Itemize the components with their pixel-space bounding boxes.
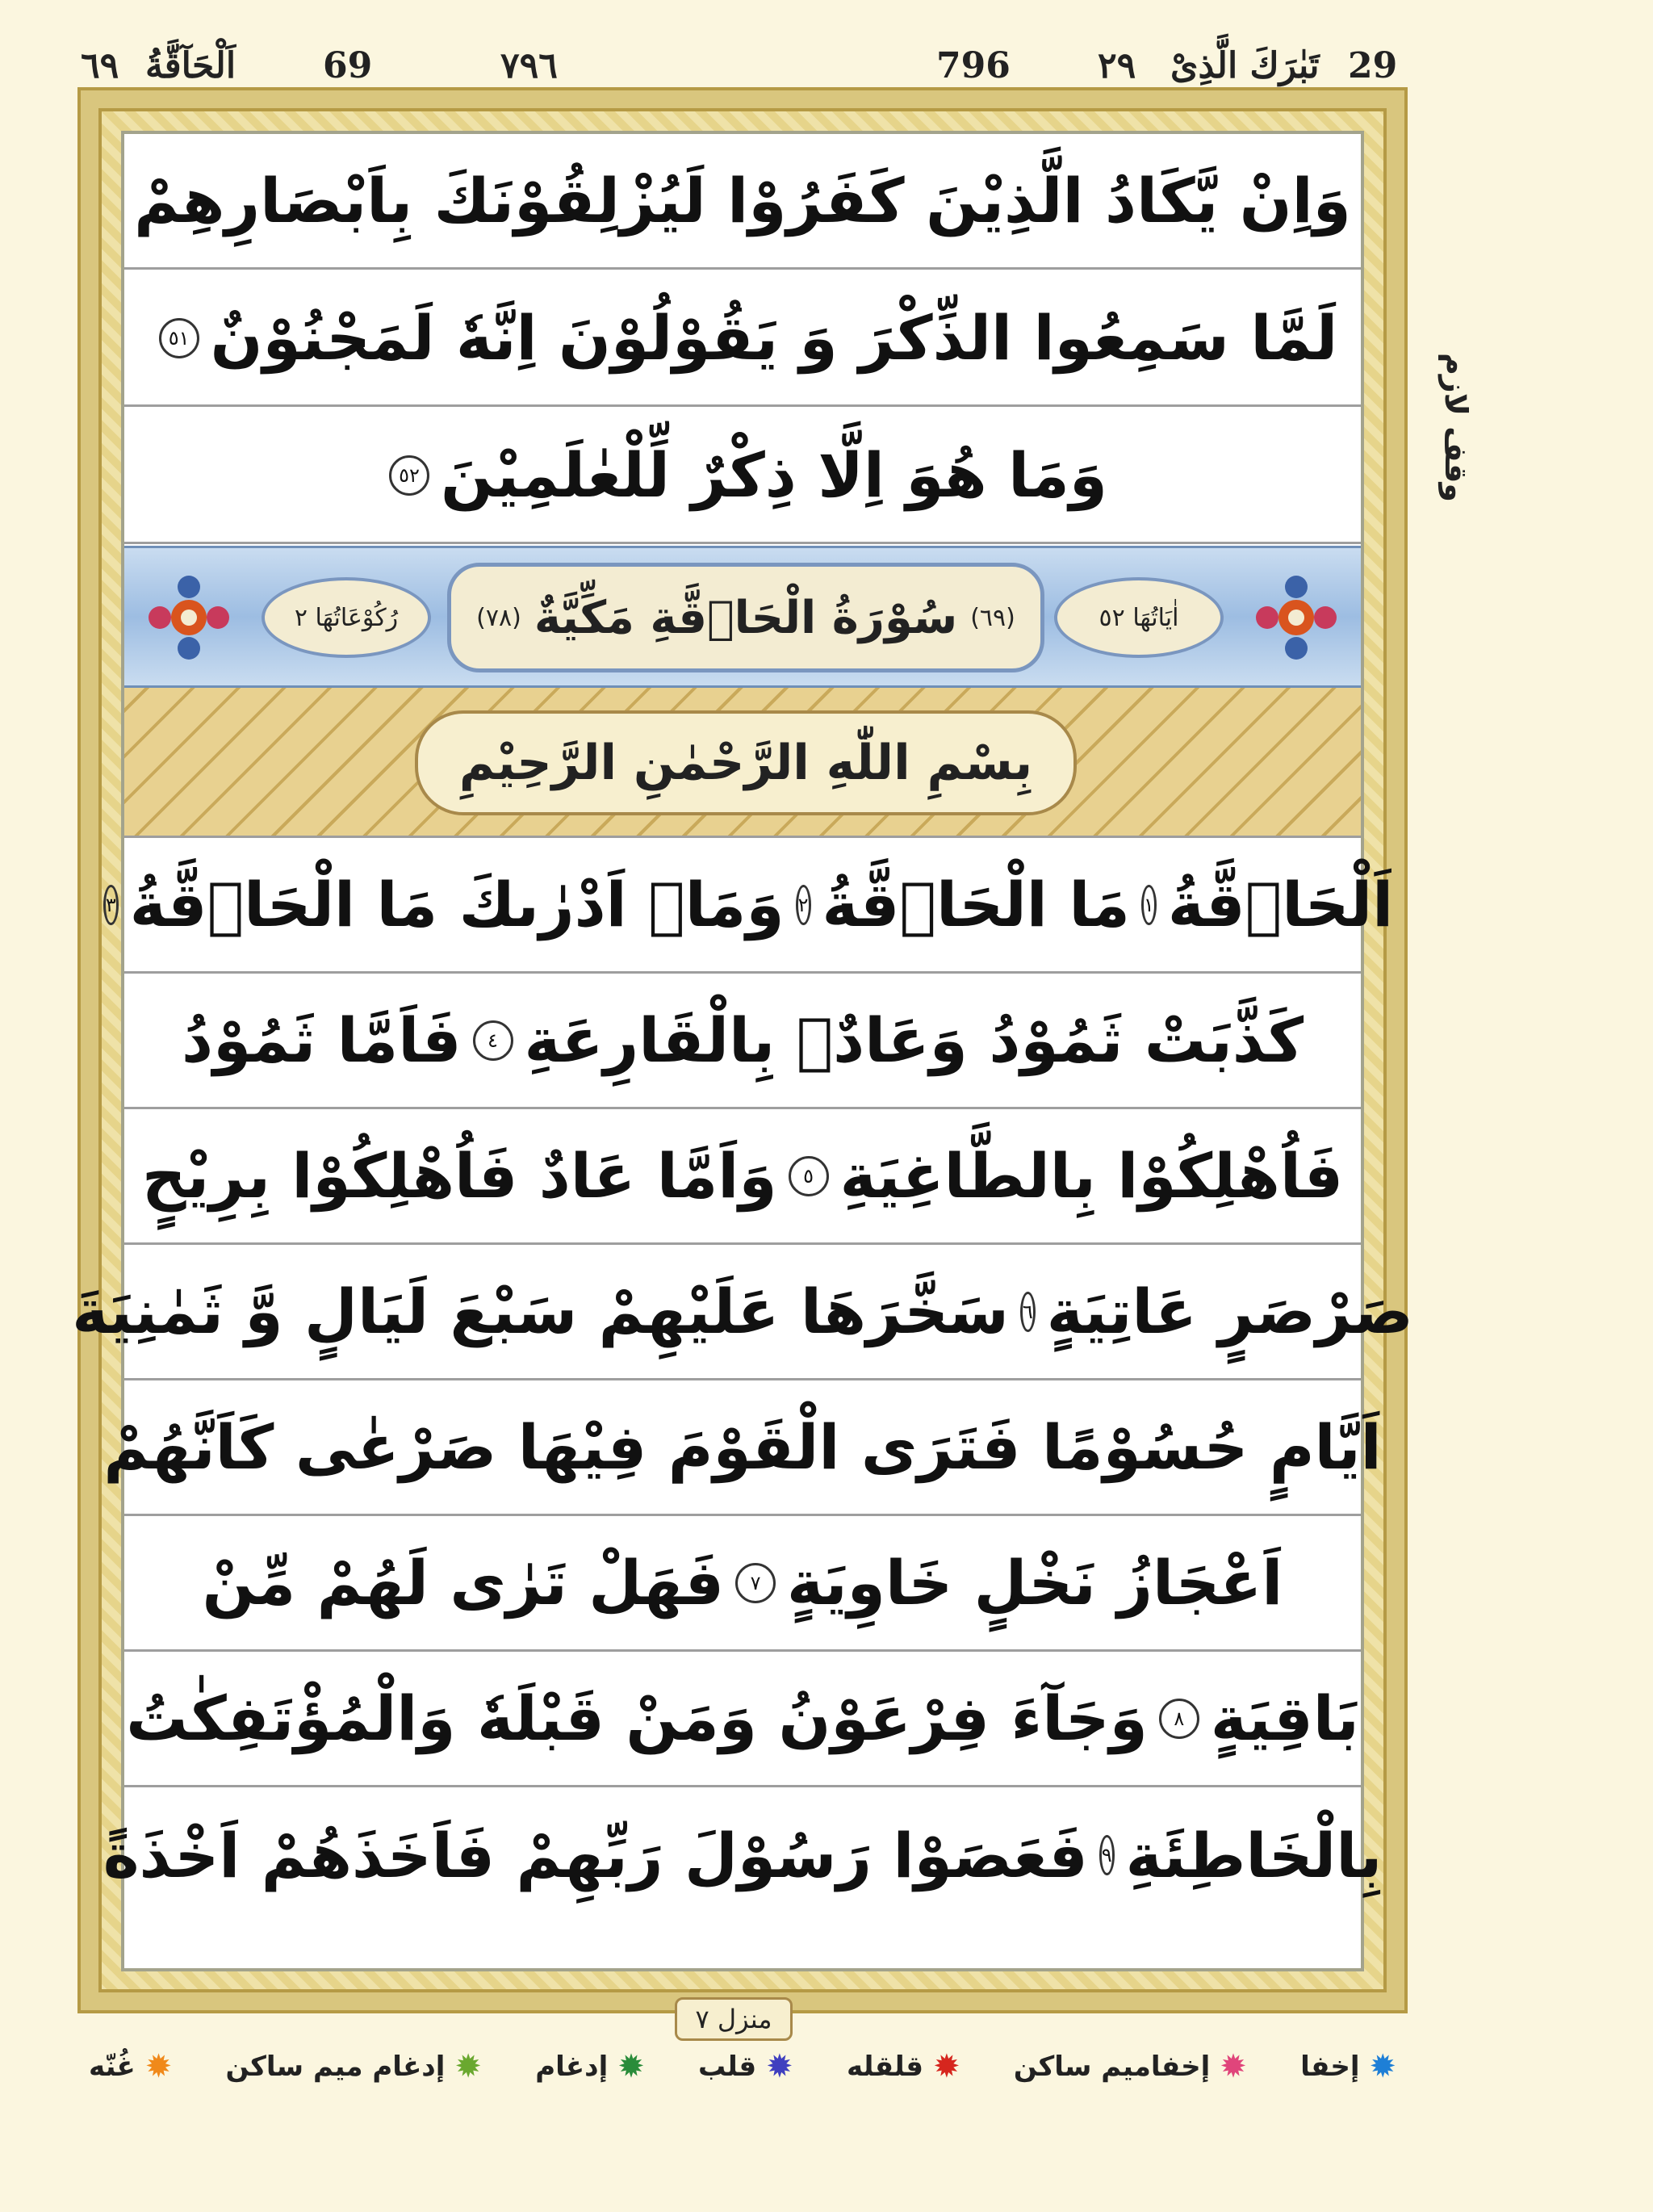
ayah-number-marker: ٧ <box>735 1563 776 1603</box>
surah-name: اَلْحَآقَّةُ <box>145 45 236 86</box>
ayah-line-11 <box>103 1787 1383 1923</box>
surah-number: 69 <box>323 45 373 86</box>
legend-label: قلقله <box>846 2051 924 2083</box>
ayah-text: بِالْخَاطِئَةِ <box>1125 1819 1383 1892</box>
ayah-line-10 <box>124 1652 1361 1787</box>
ayah-text: لَمَّا سَمِعُوا الذِّكْرَ وَ يَقُوْلُوْنَ اِنَّهٗ لَمَجْنُوْنٌ <box>210 302 1338 374</box>
legend-item-qalb <box>698 2048 793 2085</box>
ayah-text: وَاَمَّا عَادٌ فَاُهْلِكُوْا بِرِيْحٍ <box>141 1140 777 1212</box>
ayah-text: بَاقِيَةٍ <box>1210 1682 1359 1754</box>
ayah-text: مَا الْحَاۤقَّةُ <box>822 869 1130 941</box>
para-number-arabic: ٢٩ <box>1098 45 1136 86</box>
ayah-number-marker: ٥٢ <box>389 455 429 496</box>
ayah-text: سَخَّرَهَا عَلَيْهِمْ سَبْعَ لَيَالٍ وَّ ثَمٰنِيَةَ <box>72 1276 1009 1347</box>
legend-item-qalqala <box>846 2048 960 2085</box>
star-icon: ✹ <box>454 2048 482 2085</box>
legend-item-ikhfa <box>1300 2048 1396 2085</box>
star-icon: ✹ <box>1220 2048 1247 2085</box>
bismillah-box <box>415 710 1077 815</box>
manzil-label: منزل ٧ <box>675 1997 793 2041</box>
ayah-text: وَجَآءَ فِرْعَوْنُ وَمَنْ قَبْلَهٗ وَالْمُؤْتَفِكٰتُ <box>126 1682 1148 1754</box>
ayah-text: فَاَمَّا ثَمُوْدُ <box>182 1004 462 1076</box>
floral-ornament-icon <box>1248 563 1345 672</box>
ayah-line-5 <box>124 974 1361 1109</box>
legend-item-ikhfa-meem-sakin <box>1013 2048 1247 2085</box>
ayah-text: اَعْجَازُ نَخْلٍ خَاوِيَةٍ <box>787 1547 1283 1619</box>
ayah-number-marker: ٨ <box>1159 1699 1199 1739</box>
surah-title: سُوْرَةُ الْحَاۤقَّةِ مَكِّيَّةٌ <box>534 591 958 644</box>
tajweed-legend <box>89 2042 1396 2091</box>
surah-number-arabic: ٦٩ <box>81 45 119 86</box>
ayah-line-3 <box>124 408 1361 544</box>
star-icon: ✹ <box>144 2048 173 2085</box>
ayah-text: وَاِنْ يَّكَادُ الَّذِيْنَ كَفَرُوْا لَيُزْلِقُوْنَكَ بِاَبْصَارِهِمْ <box>134 165 1351 237</box>
ayah-text: اَلْحَاۤقَّةُ <box>1167 869 1394 941</box>
ayat-count-label: اٰیَاتُهَا ٥٢ <box>1099 603 1179 632</box>
legend-label: إدغام <box>535 2051 609 2083</box>
ruku-count-label: رُكُوْعَاتُهَا ٢ <box>294 603 399 632</box>
surah-heading-banner <box>124 546 1361 688</box>
ayah-line-8 <box>103 1380 1382 1516</box>
ayah-text: اَيَّامٍ حُسُوْمًا فَتَرَى الْقَوْمَ فِيْهَا صَرْعٰى كَاَنَّهُمْ <box>103 1411 1382 1483</box>
page-number: 796 <box>936 45 1011 86</box>
ayah-line-9 <box>124 1516 1361 1652</box>
legend-item-ghunna <box>89 2048 173 2085</box>
ayah-number-marker: ٥١ <box>159 318 199 358</box>
para-number: 29 <box>1348 45 1398 86</box>
legend-label: إخفاميم ساكن <box>1013 2051 1211 2083</box>
ayah-text: فَهَلْ تَرٰى لَهُمْ مِّنْ <box>202 1547 725 1619</box>
bismillah-text: بِسْمِ اللّٰهِ الرَّحْمٰنِ الرَّحِيْمِ <box>458 735 1033 791</box>
para-name: تَبٰرَكَ الَّذِیْ <box>1170 45 1320 86</box>
ayah-number-marker: ٤ <box>473 1020 513 1061</box>
legend-item-idgham <box>535 2048 645 2085</box>
legend-item-idgham-meem-sakin <box>225 2048 482 2085</box>
legend-label: إخفا <box>1300 2051 1360 2083</box>
side-note-waqf: وقف لازم <box>1438 353 1474 503</box>
star-icon: ✹ <box>617 2048 645 2085</box>
ayah-line-4 <box>105 838 1394 974</box>
ayah-number-marker: ٩ <box>1099 1835 1115 1875</box>
ayah-number-marker: ٥ <box>789 1156 829 1196</box>
star-icon: ✹ <box>766 2048 793 2085</box>
ayah-text: كَذَّبَتْ ثَمُوْدُ وَعَادٌۢ بِالْقَارِعَةِ <box>524 1004 1304 1076</box>
ayah-text: وَمَا هُوَ اِلَّا ذِكْرٌ لِّلْعٰلَمِيْنَ <box>441 439 1107 511</box>
floral-ornament-icon <box>140 563 237 672</box>
ayah-line-2 <box>124 271 1361 407</box>
ayah-number-marker: ٢ <box>796 885 811 925</box>
legend-label: غُنّه <box>89 2051 136 2083</box>
ayah-line-6 <box>124 1109 1361 1245</box>
surah-number-paren: (٦٩) <box>970 603 1015 632</box>
star-icon: ✹ <box>933 2048 960 2085</box>
surah-title-box <box>447 563 1044 672</box>
text-panel <box>72 131 1413 1971</box>
ayah-text: فَاُهْلِكُوْا بِالطَّاغِيَةِ <box>839 1140 1344 1212</box>
legend-label: إدغام ميم ساكن <box>225 2051 446 2083</box>
revelation-order: (٧٨) <box>476 603 521 632</box>
page-number-arabic: ٧٩٦ <box>500 45 558 86</box>
ayah-line-7 <box>72 1245 1413 1380</box>
ayah-number-marker: ٣ <box>103 885 119 925</box>
ayah-number-marker: ٦ <box>1020 1292 1036 1332</box>
bismillah-band <box>124 688 1361 838</box>
ayah-text: صَرْصَرٍ عَاتِيَةٍ <box>1046 1276 1413 1347</box>
ayat-count-oval <box>1054 577 1224 658</box>
ayah-number-marker: ١ <box>1141 885 1157 925</box>
ruku-count-oval <box>262 577 431 658</box>
ayah-text: وَمَاۤ اَدْرٰىكَ مَا الْحَاۤقَّةُ <box>129 869 785 941</box>
legend-label: قلب <box>698 2051 757 2083</box>
ayah-line-1 <box>124 134 1361 270</box>
ayah-text: فَعَصَوْا رَسُوْلَ رَبِّهِمْ فَاَخَذَهُمْ اَخْذَةً <box>103 1819 1088 1892</box>
star-icon: ✹ <box>1369 2048 1396 2085</box>
